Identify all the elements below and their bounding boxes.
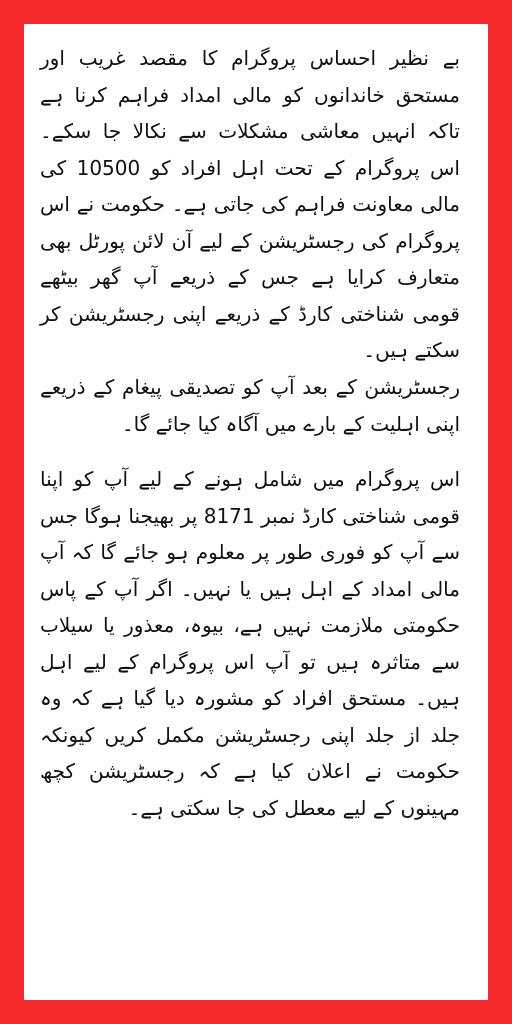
- article-paragraph-3: اس پروگرام میں شامل ہونے کے لیے آپ کو اپنا قومی شناختی کارڈ نمبر 8171 پر بھیجنا ہوگا جس سے آپ کو فوری طور پر معلوم ہو جائے گا کہ آپ مالی امداد کے اہل ہیں یا نہیں۔ اگر آپ کے پاس حکومتی ملازمت نہیں ہے، بیوہ، معذور یا سیلاب سے متاثرہ ہیں تو آپ اس پروگرام کے لیے اہل ہیں۔ مستحق افراد کو مشورہ دیا گیا ہے کہ وہ جلد از جلد اپنی رجسٹریشن مکمل کریں کیونکہ حکومت نے اعلان کیا ہے کہ رجسٹریشن کچھ مہینوں کے لیے معطل کی جا سکتی ہے۔: [40, 467, 460, 820]
- article-paragraph-2: رجسٹریشن کے بعد آپ کو تصدیقی پیغام کے ذریعے اپنی اہلیت کے بارے میں آگاہ کیا جائے گا۔: [40, 375, 460, 436]
- article-paragraph-1: بے نظیر احساس پروگرام کا مقصد غریب اور مستحق خاندانوں کو مالی امداد فراہم کرنا ہے تاکہ انہیں معاشی مشکلات سے نکالا جا سکے۔ اس پروگرام کے تحت اہل افراد کو 10500 کی مالی معاونت فراہم کی جاتی ہے۔ حکومت نے اس پروگرام کی رجسٹریشن کے لیے آن لائن پورٹل بھی متعارف کرایا ہے جس کے ذریعے آپ گھر بیٹھے قومی شناختی کارڈ کے ذریعے اپنی رجسٹریشن کر سکتے ہیں۔: [40, 46, 460, 362]
